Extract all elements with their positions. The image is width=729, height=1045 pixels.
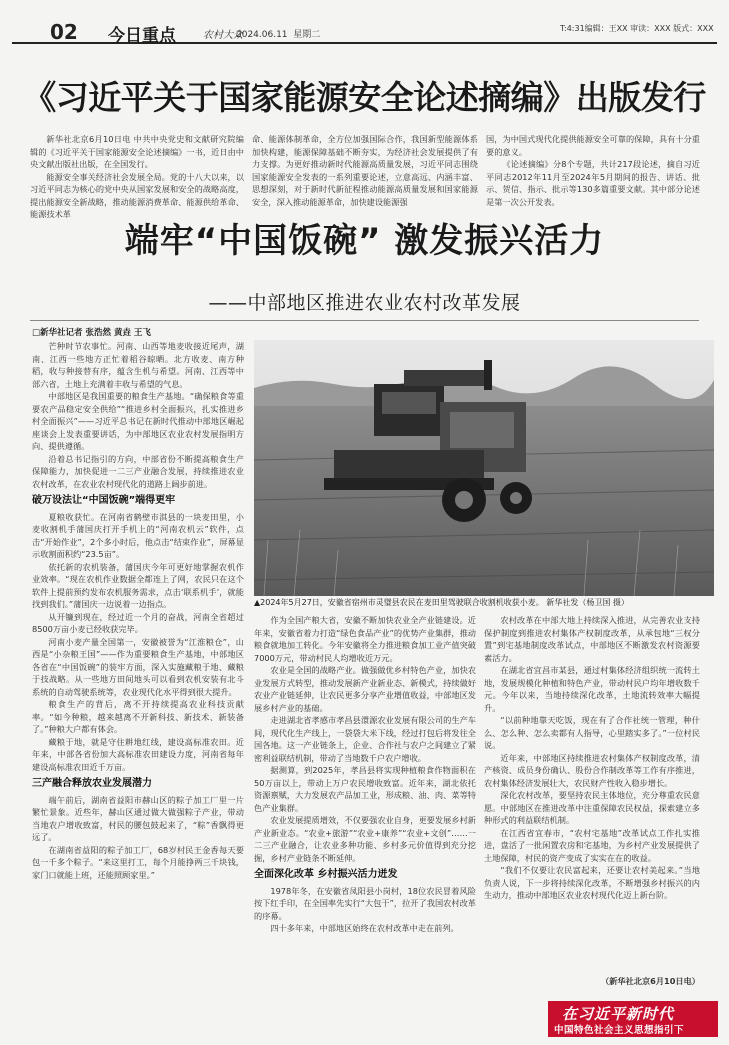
article2-middle-column: 作为全国产粮大省，安徽不断加快农业全产业链建设。近年来，安徽省着力打造“绿色食品产业”的优势产业集群，推动粮食就地加工转化。今年安徽将全力推进粮食加工业产值突破7000万元，带动村民人均增收近万元。 农业是全国的战略产业。做强做优乡村特色产业，加快农业发展方式转型，推动发展新产业新业态、新模式，持续做好农业产业链延伸，让农民更多分享产业增值收益，中部地区发展乡村产业的基础。 走进湖北省孝感市孝昌县澴源农业发展有限公司的生产车间，现代化生产线上，一袋袋大米下线，经过打包后将发往全国各地。这一产业链条上，企业、合作社与农户之间建立了紧密利益联结机制，带动了当地数千户农户增收。 据测算，到2025年，孝昌县将实现种植粮食作物面积在50万亩以上，带动上万户农民增收致富。近年来，湖北依托资源禀赋，大力发展农产品加工业，形成粮、油、肉、菜等特色产业集群。 农业发展提质增效，不仅要强农业自身，更要发展乡村新产业新业态。“农业+旅游”“农业+康养”“农业+文创”……一二三产业融合，让农业多种功能、乡村多元价值得到充分挖掘，乡村产业链条不断延伸。 全面深化改革 乡村振兴活力迸发 1978年冬，在安徽省凤阳县小岗村，18位农民冒着风险按下红手印，在全国率先实行“大包干”，拉开了我国农村改革的序幕。 四十多年来，中部地区始终在农村改革中走在前列。 [254, 615, 476, 933]
headline-2: 端牢“中国饭碗” 激发振兴活力 [124, 221, 605, 261]
subheading-left-1: 破万设法让“中国饭碗”端得更牢 [32, 495, 176, 506]
page-number: 02 [50, 20, 78, 44]
slogan-line-1: 在习近平新时代 [562, 1005, 675, 1023]
section-title: 今日重点 [108, 26, 176, 46]
photo-caption: ▲2024年5月27日，安徽省宿州市灵璧县农民在麦田里驾驶联合收割机收获小麦。 新华社发（杨卫国 摄） [254, 598, 629, 607]
article2-left-column: 芒种时节农事忙。河南、山西等地麦收接近尾声，湖南、江西一些地方正忙着稻谷晾晒。北方收麦、南方种稻，收与种接替有序，蕴含生机与希望。河南、江西等中部六省，土地上充满着丰收与希望的气息。 中部地区是我国重要的粮食生产基地。“确保粮食等重要农产品稳定安全供给”“推进乡村全面振兴，扎实推进乡村全面振兴”——习近平总书记在新时代推动中部地区崛起座谈会上发表重要讲话，为中部地区农业农村发展指明方向、提供遵循。 沿着总书记指引的方向，中部省份不断提高粮食生产保障能力，加快促进一二三产业融合发展，持续推进农业农村改革，在农业农村现代化的道路上阔步前进。 破万设法让“中国饭碗”端得更牢 夏粮收获忙。在河南省鹤壁市淇县的一块麦田里，小麦收割机手蒲国庆打开手机上的“河南农机云”软件，点击“开始作业”，2个多小时后，他点击“结束作业”，屏幕显示收割面积约“23.5亩”。 依托新的农机装备，蒲国庆今年可更好地掌握农机作业效率。“现在农机作业数据全都连上了网，农民只在这个软件上提前预约发布农机服务需求，点击‘联系机手’，就能找到我们。”蒲国庆一边说着一边指点。 从开镰到现在，经过近一个月的奋战，河南全省超过8500万亩小麦已经收获完毕。 河南小麦产量全国第一，安徽被誉为“江淮粮仓”，山西是“小杂粮王国”——作为重要粮食生产基地，中部地区各省在“中国饭碗”的装牢方面，深入实施藏粮于地、藏粮于技战略。从一些地方田间地头可以看到农机安装有北斗系统的自动驾驶系统等，农业现代化水平得到很大提升。 粮食生产的背后，离不开持续提高农业科技贡献率。“如今种粮，越来越离不开新科技、新技术、新装备了。”种粮大户都有体会。 藏粮于地，就是守住耕地红线，建设高标准农田。近年来，中部各省份加大高标准农田建设力度，河南省每年建设高标准农田近千万亩。 三产融合释放农业发展潜力 端午前后，湖南省益阳市赫山区的粽子加工厂里一片繁忙景象。近些年，赫山区通过做大做强粽子产业，带动当地农户增收致富，村民的腰包鼓起来了，“粽”香飘得更远了。 在湖南省益阳的粽子加工厂，68岁村民王金香每天要包一千多个粽子。“来这里打工，每个月能挣两三千块钱，家门口就能上班，还能照顾家里。” [32, 341, 244, 880]
subheadline-2: ——中部地区推进农业农村改革发展 [208, 292, 521, 314]
headline-1: 《习近平关于国家能源安全论述摘编》出版发行 [23, 78, 706, 117]
article2-right-column: 农村改革在中部大地上持续深入推进，从完善农业支持保护制度到推进农村集体产权制度改革，从承包地“三权分置”到宅基地制度改革试点，中部地区不断激发农村资源要素活力。 在湖北省宜昌市某县，通过村集体经济组织统一流转土地，发展规模化种植和特色产业，带动村民户均年增收数千元。今年以来，当地持续深化改革，土地流转效率大幅提升。 “以前种地靠天吃饭，现在有了合作社统一管理，种什么、怎么种、怎么卖都有人指导，心里踏实多了。”一位村民说。 近年来，中部地区持续推进农村集体产权制度改革，清产核资、成员身份确认、股份合作制改革等工作有序推进，农村集体经济发展壮大，农民财产性收入稳步增长。 深化农村改革，要坚持农民主体地位，充分尊重农民意愿。中部地区在推进改革中注重保障农民权益，探索建立多种形式的利益联结机制。 在江西省宜春市，“农村宅基地”改革试点工作扎实推进，盘活了一批闲置农房和宅基地，为乡村产业发展提供了土地保障，村民的资产变成了实实在在的收益。 “我们不仅要让农民富起来，还要让农村美起来。”当地负责人说，下一步将持续深化改革，不断增强乡村振兴的内生动力，推动中部地区农业农村现代化迈上新台阶。 [484, 615, 700, 900]
article1-col1: 新华社北京6月10日电 中共中央党史和文献研究院编辑的《习近平关于国家能源安全论述摘编》一书，近日由中央文献出版社出版，在全国发行。 能源安全事关经济社会发展全局。党的十八大以来，以习近平同志为核心的党中央从国家发展和安全的战略高度，提出能源安全新战略，推动能源消费革命、能源供给革命、能源技术革 [30, 134, 244, 219]
subheading-middle: 全面深化改革 乡村振兴活力迸发 [254, 869, 398, 880]
paper-name: 农村大众 [203, 30, 243, 41]
editor-credits: T:4:31编辑：王XX 审读：XXX 版式：XXX [560, 24, 714, 33]
byline: □新华社记者 张浩然 黄垚 王飞 [32, 328, 151, 338]
issue-date: 2024.06.11 星期二 [236, 30, 321, 40]
article1-col2: 命、能源体制革命，全方位加强国际合作，我国新型能源体系加快构建，能源保障基础不断夯实，为经济社会发展提供了有力支撑。为更好推动新时代能源高质量发展，习近平同志围绕国家能源安全发表的一系列重要论述，立意高远、内涵丰富、思想深刻，对于新时代新征程推动能源高质量发展和国家能源安全，深入推动能源革命，加快建设能源强 [252, 134, 478, 207]
article1-col3: 国，为中国式现代化提供能源安全可靠的保障，具有十分重要的意义。 《论述摘编》分8个专题，共计217段论述，摘自习近平同志2012年11月至2024年5月期间的报告、讲话、批示、贺信、指示、批示等130多篇重要文献。其中部分论述是第一次公开发表。 [486, 134, 700, 207]
slogan-line-2: 中国特色社会主义思想指引下 [554, 1025, 685, 1036]
divider [30, 320, 699, 321]
harvest-photo [254, 340, 714, 596]
slogan-badge [548, 1001, 718, 1037]
dateline: （新华社北京6月10日电） [601, 976, 700, 986]
subheading-left-2: 三产融合释放农业发展潜力 [32, 778, 152, 789]
